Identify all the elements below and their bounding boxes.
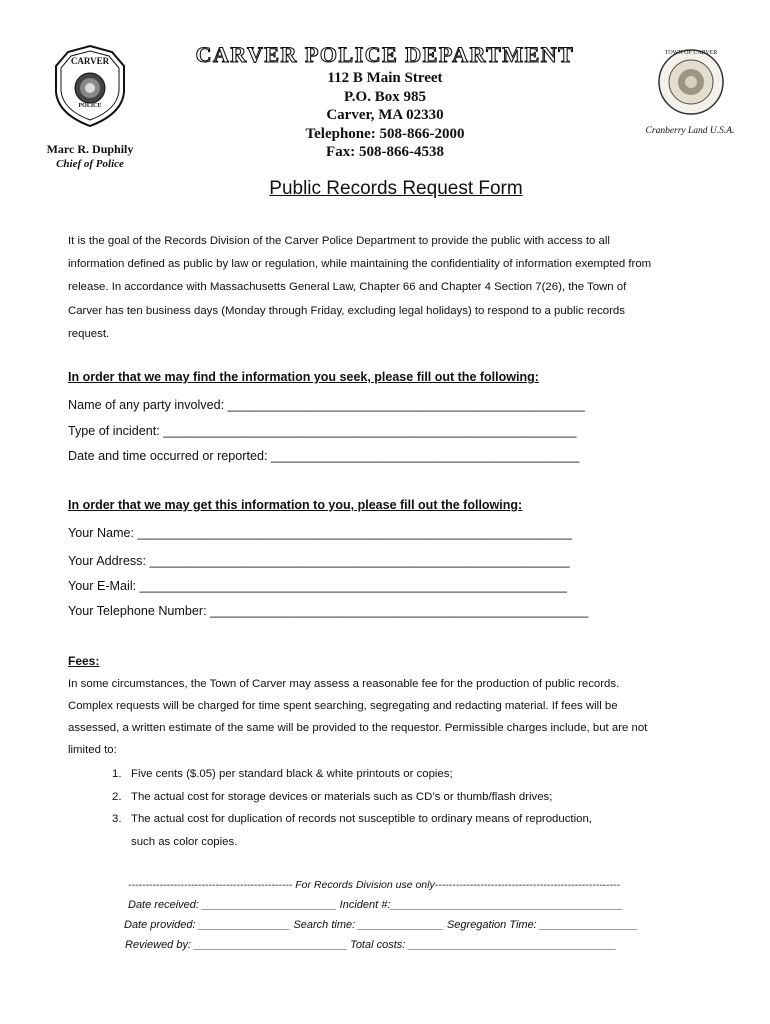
intro-line: release. In accordance with Massachusetts General Law, Chapter 66 and Chapter 4 Section 7(26), the Town of (68, 281, 627, 294)
address-telephone: Telephone: 508-866-2000 (305, 125, 465, 142)
office-row-provided (124, 919, 638, 931)
field-label: Your Telephone Number: (68, 604, 207, 618)
total-costs-label: Total costs: (350, 939, 406, 951)
reviewed-by-line[interactable]: _________________________ (191, 939, 351, 951)
field-label: Your E-Mail: (68, 579, 137, 593)
chief-title: Chief of Police (56, 158, 124, 170)
date-received-label: Date received: (128, 899, 199, 911)
field-label: Date and time occurred or reported: (68, 449, 268, 463)
field-line[interactable]: ___________________________________________________________ (163, 424, 577, 438)
field-line[interactable]: ______________________________________________________________ (137, 526, 572, 540)
fees-heading: Fees: (68, 654, 100, 668)
search-time-label: Search time: (293, 919, 356, 931)
intro-line: request. (68, 327, 110, 340)
field-label: Name of any party involved: (68, 398, 225, 412)
intro-paragraph (68, 230, 718, 346)
segregation-time-line[interactable]: ________________ (536, 919, 638, 931)
list-item: 1. Five cents ($.05) per standard black & white printouts or copies; (112, 768, 453, 780)
field-label: Your Name: (68, 526, 135, 540)
department-name: CARVER POLICE DEPARTMENT (195, 42, 575, 67)
reviewed-by-label: Reviewed by: (125, 939, 192, 951)
office-use-divider: ----------------------------------------------- For Records Division use only----------------------------------------------------- (128, 879, 621, 891)
address-fax: Fax: 508-866-4538 (326, 144, 444, 160)
your-telephone-field[interactable] (68, 604, 588, 618)
date-time-field[interactable] (68, 449, 579, 463)
field-line[interactable]: ______________________________________________________ (210, 604, 589, 618)
intro-line: Carver has ten business days (Monday through Friday, excluding legal holidays) to respond to a public records (68, 304, 625, 317)
your-name-field[interactable] (68, 526, 572, 540)
badge-subtext: POLICE (78, 103, 102, 109)
date-provided-line[interactable]: _______________ (195, 919, 294, 931)
seal-text: TOWN OF CARVER (664, 50, 718, 56)
town-tagline: Cranberry Land U.S.A. (645, 126, 735, 136)
field-label: Your Address: (68, 554, 146, 568)
fees-line: limited to: (68, 744, 117, 756)
party-involved-field[interactable] (68, 398, 585, 412)
chief-name: Marc R. Duphily (46, 142, 134, 156)
section-contact-heading: In order that we may get this information to you, please fill out the following: (68, 498, 523, 512)
address-city: Carver, MA 02330 (326, 107, 444, 123)
field-line[interactable]: ____________________________________________________________ (149, 554, 570, 568)
field-label: Type of incident: (68, 424, 160, 438)
list-item-continuation: such as color copies. (131, 835, 238, 848)
fees-paragraph (68, 673, 718, 761)
address-po-box: P.O. Box 985 (344, 88, 426, 105)
office-row-reviewed (125, 939, 616, 951)
your-email-field[interactable] (68, 579, 567, 593)
field-line[interactable]: _____________________________________________________________ (139, 579, 567, 593)
your-address-field[interactable] (68, 554, 570, 568)
fees-line: assessed, a written estimate of the same will be provided to the requestor. Permissible charges include, but are not (68, 722, 648, 734)
intro-line: It is the goal of the Records Division of the Carver Police Department to provide the public with access to all (68, 235, 610, 247)
address-street: 112 B Main Street (327, 70, 443, 86)
fees-list (112, 763, 732, 853)
list-item: 2. The actual cost for storage devices or materials such as CD’s or thumb/flash drives; (112, 790, 553, 803)
date-provided-label: Date provided: (124, 919, 196, 931)
total-costs-line[interactable]: __________________________________ (405, 939, 617, 951)
form-title: Public Records Request Form (269, 178, 523, 199)
incident-type-field[interactable] (68, 424, 576, 438)
incident-number-label: Incident #: (339, 899, 391, 911)
section-find-info-heading: In order that we may find the information you seek, please fill out the following: (68, 370, 539, 384)
field-line[interactable]: ____________________________________________ (271, 449, 580, 463)
search-time-line[interactable]: ______________ (355, 919, 447, 931)
intro-line: information defined as public by law or regulation, while maintaining the confidentiality of information exempted from (68, 258, 652, 271)
incident-number-line[interactable]: ______________________________________ (390, 899, 623, 911)
segregation-time-label: Segregation Time: (446, 919, 537, 931)
badge-text: CARVER (70, 56, 110, 66)
fees-line: In some circumstances, the Town of Carver may assess a reasonable fee for the production of public records. (68, 678, 620, 690)
office-row-received (128, 899, 623, 911)
fees-line: Complex requests will be charged for time spent searching, segregating and redacting material. If fees will be (68, 700, 618, 712)
field-line[interactable]: ___________________________________________________ (227, 398, 585, 412)
date-received-line[interactable]: ______________________ (198, 899, 340, 911)
list-item: 3. The actual cost for duplication of records not susceptible to ordinary means of reproduction, (112, 813, 592, 825)
